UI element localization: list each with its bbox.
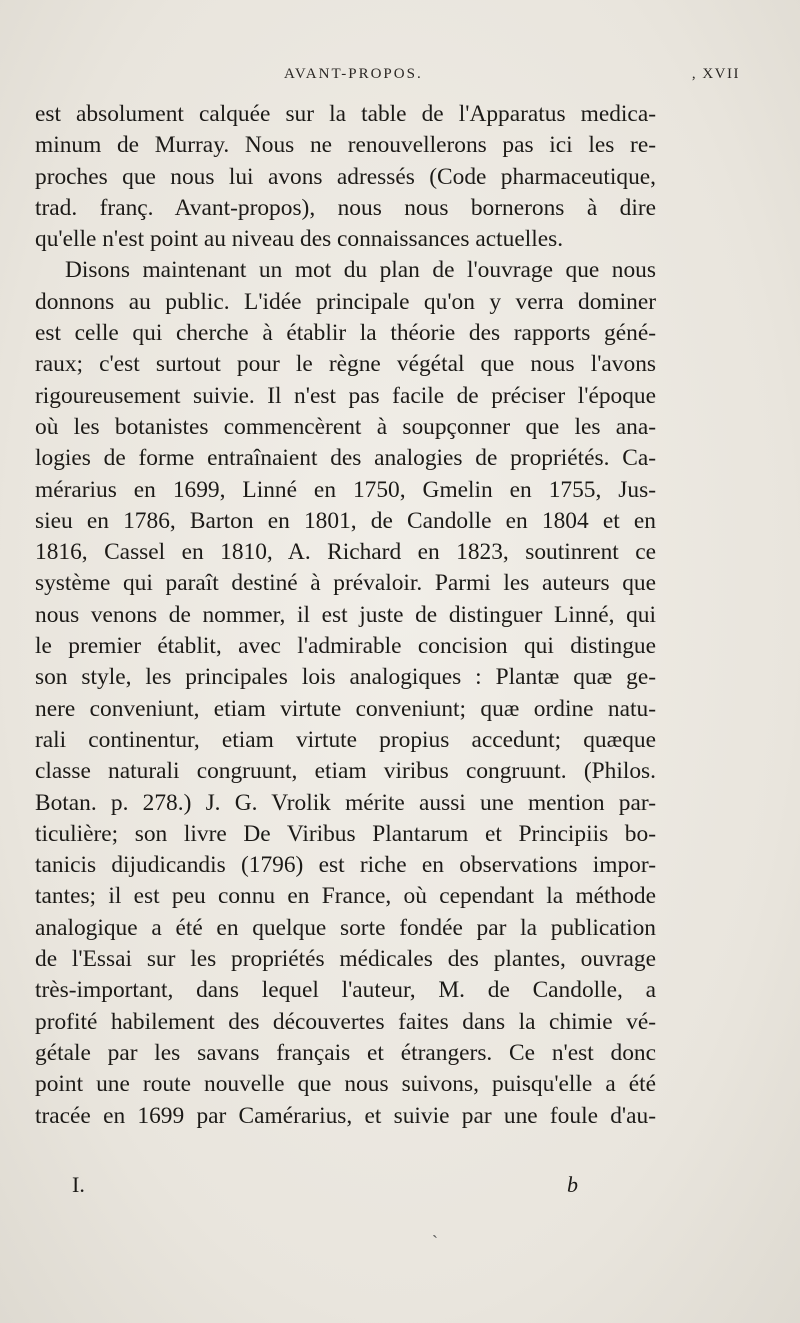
text-line: ticulière; son livre De Viribus Plantarum et Principiis bo- [35,820,656,847]
text-line: point une route nouvelle que nous suivons, puisqu'elle a été [35,1071,656,1098]
bottom-mark: ˎ [432,1218,438,1238]
text-line: donnons au public. L'idée principale qu'on y verra dominer [35,288,656,315]
signature-mark: b [567,1172,578,1197]
text-line: sieu en 1786, Barton en 1801, de Candolle en 1804 et en [35,507,656,534]
text-line: mérarius en 1699, Linné en 1750, Gmelin en 1755, Jus- [35,476,656,503]
text-line: Disons maintenant un mot du plan de l'ouvrage que nous [65,257,656,284]
text-line: système qui paraît destiné à prévaloir. Parmi les auteurs que [35,570,656,597]
text-line: rali continentur, etiam virtute propius accedunt; quæque [35,726,656,753]
text-line: très-important, dans lequel l'auteur, M. de Candolle, a [35,977,656,1004]
page-number: , XVII [691,66,740,82]
text-line: est celle qui cherche à établir la théorie des rapports géné- [35,320,656,347]
text-line: raux; c'est surtout pour le règne végétal que nous l'avons [35,351,656,378]
text-line: classe naturali congruunt, etiam viribus congruunt. (Philos. [35,758,656,785]
page-footer [72,1172,578,1204]
text-line: tantes; il est peu connu en France, où cependant la méthode [35,883,656,910]
text-line: proches que nous lui avons adressés (Code pharmaceutique, [35,163,656,190]
running-head: AVANT-PROPOS. [284,66,423,82]
text-line: minum de Murray. Nous ne renouvellerons pas ici les re- [35,132,656,159]
text-line: où les botanistes commencèrent à soupçonner que les ana- [35,413,656,440]
text-line: trad. franç. Avant-propos), nous nous bornerons à dire [35,194,656,221]
text-line: son style, les principales lois analogiques : Plantæ quæ ge- [35,664,656,691]
text-line: le premier établit, avec l'admirable concision qui distingue [35,633,656,660]
text-line: de l'Essai sur les propriétés médicales des plantes, ouvrage [35,946,656,973]
text-line: nere conveniunt, etiam virtute conveniunt; quæ ordine natu- [35,695,656,722]
text-line: nous venons de nommer, il est juste de distinguer Linné, qui [35,601,656,628]
body-text [35,99,656,1132]
text-line: rigoureusement suivie. Il n'est pas facile de préciser l'époque [35,382,656,409]
text-line: logies de forme entraînaient des analogies de propriétés. Ca- [35,445,656,472]
volume-mark: I. [72,1172,85,1197]
text-line: Botan. p. 278.) J. G. Vrolik mérite aussi une mention par- [35,789,656,816]
text-line: profité habilement des découvertes faites dans la chimie vé- [35,1008,656,1035]
page-header [36,62,740,90]
text-line: est absolument calquée sur la table de l'Apparatus medica- [35,101,656,127]
text-line: gétale par les savans français et étrangers. Ce n'est donc [35,1039,656,1066]
text-line: analogique a été en quelque sorte fondée par la publication [35,914,656,941]
text-line: tanicis dijudicandis (1796) est riche en observations impor- [35,852,656,879]
text-line: 1816, Cassel en 1810, A. Richard en 1823, soutinrent ce [35,539,656,566]
text-line: qu'elle n'est point au niveau des connaissances actuelles. [35,226,564,253]
text-line: tracée en 1699 par Camérarius, et suivie par une foule d'au- [35,1102,656,1129]
